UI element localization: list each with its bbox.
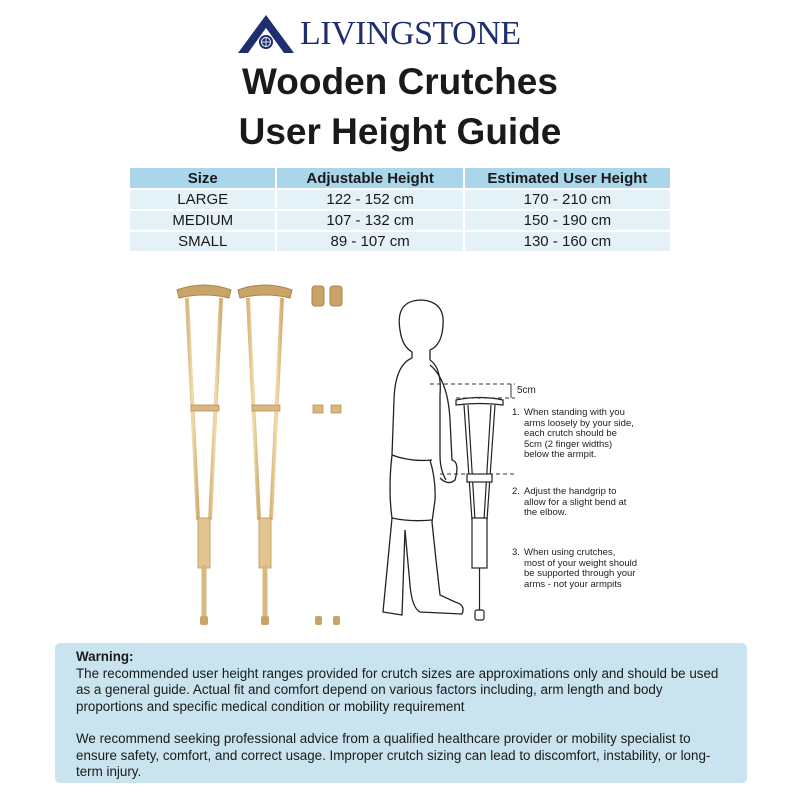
- person-outline-image: [383, 300, 463, 615]
- warning-paragraph-2: We recommend seeking professional advice from a qualified healthcare provider or mobility specialist to ensure safety, comfort, and correct usage. Improper crutch sizing can lead to discomfort, instability, or long-term injury.: [76, 731, 711, 779]
- header-size: Size: [130, 168, 275, 188]
- header-adjustable-height: Adjustable Height: [277, 168, 462, 188]
- step-text: When using crutches, most of your weight should be supported through your arms - not your armpits: [524, 547, 638, 590]
- step-number: 2.: [512, 486, 520, 497]
- header-estimated-user-height: Estimated User Height: [465, 168, 670, 188]
- size-cell: LARGE: [130, 190, 275, 209]
- step-number: 1.: [512, 407, 520, 418]
- crutch-diagram-image: [456, 398, 503, 621]
- instruction-step: [512, 408, 637, 461]
- instruction-step: [512, 487, 637, 519]
- step-text: When standing with you arms loosely by your side, each crutch should be 5cm (2 finger widths) below the armpit.: [524, 407, 634, 460]
- page-title-line1: Wooden Crutches: [242, 61, 558, 102]
- size-table-header-row: [130, 168, 670, 188]
- user-height-cell: 130 - 160 cm: [465, 232, 670, 251]
- crutch-front-left-image: [177, 285, 231, 625]
- size-table: [128, 166, 672, 253]
- size-cell: MEDIUM: [130, 211, 275, 230]
- instruction-step: [512, 548, 637, 590]
- adjustable-height-cell: 122 - 152 cm: [277, 190, 462, 209]
- warning-box: [55, 643, 747, 783]
- crutch-illustration: [0, 270, 800, 640]
- brand-mark-icon: [238, 15, 294, 53]
- gap-measurement-label: 5cm: [517, 385, 536, 396]
- adjustable-height-cell: 89 - 107 cm: [277, 232, 462, 251]
- warning-heading: Warning:: [76, 649, 134, 664]
- crutch-side-left-image: [312, 286, 324, 625]
- table-row: [130, 232, 670, 251]
- user-height-cell: 170 - 210 cm: [465, 190, 670, 209]
- page-title-line2: User Height Guide: [238, 111, 562, 152]
- warning-paragraph-1: The recommended user height ranges provided for crutch sizes are approximations only and should be used as a general guide. Actual fit and comfort depend on various factors including, arm length and body proportions and specific medical condition or mobility requirement: [76, 665, 719, 714]
- brand-name: LIVINGSTONE: [300, 15, 521, 52]
- step-text: Adjust the handgrip to allow for a slight bend at the elbow.: [524, 486, 627, 518]
- table-row: [130, 190, 670, 209]
- crutch-side-right-image: [330, 286, 342, 625]
- step-number: 3.: [512, 547, 520, 558]
- size-cell: SMALL: [130, 232, 275, 251]
- brand-logo: [238, 14, 521, 54]
- measurement-lines: [430, 384, 515, 474]
- table-row: [130, 211, 670, 230]
- crutch-front-right-image: [238, 285, 292, 625]
- user-height-cell: 150 - 190 cm: [465, 211, 670, 230]
- adjustable-height-cell: 107 - 132 cm: [277, 211, 462, 230]
